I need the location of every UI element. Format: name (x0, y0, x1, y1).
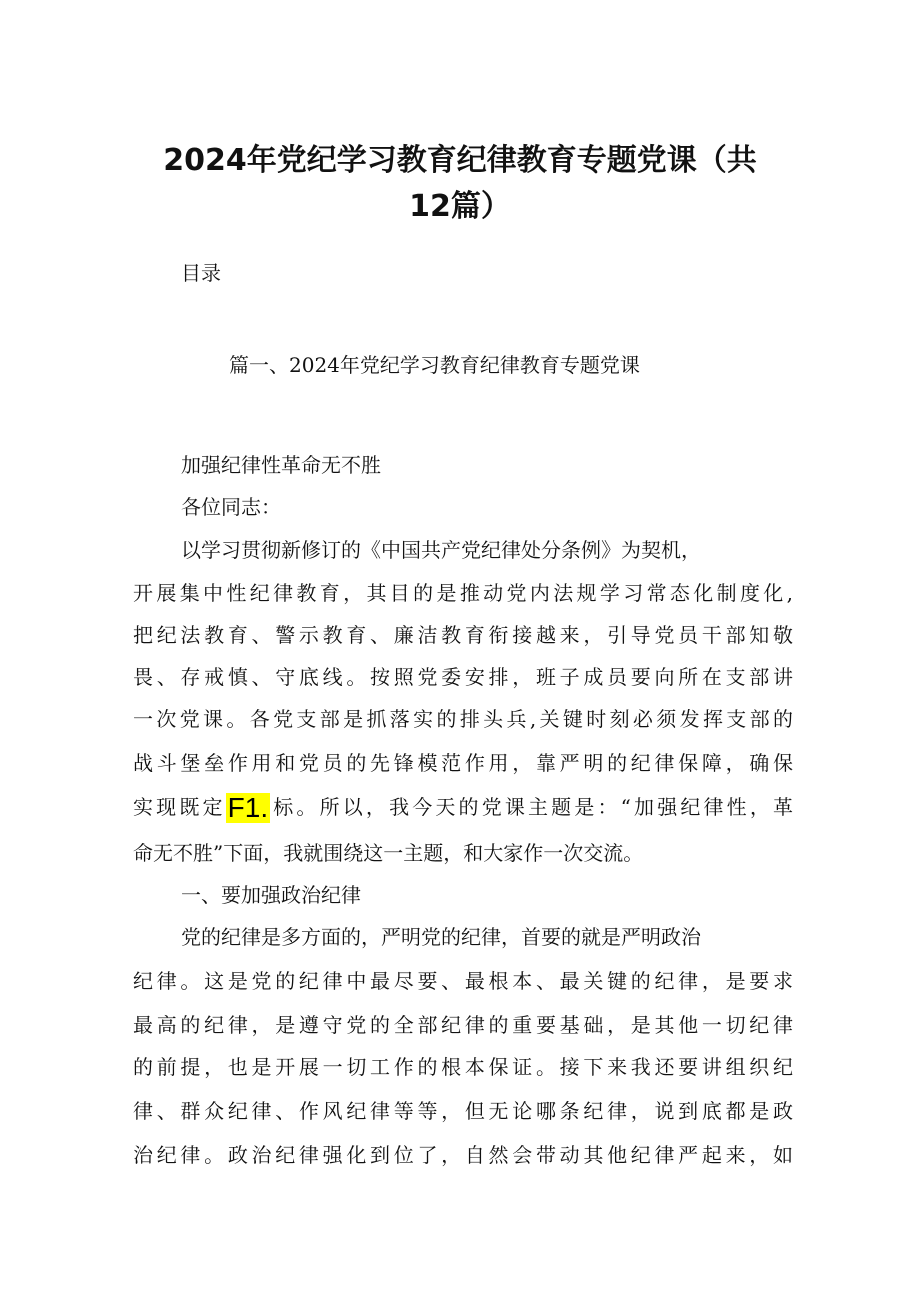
paragraph-1-line-4: 畏、存戒慎、守底线。按照党委安排，班子成员要向所在支部讲 (133, 665, 793, 689)
document-title-line2: 12篇） (409, 189, 511, 224)
line-7-text-after: 标。所以，我今天的党课主题是：“加强纪律性，革 (270, 795, 793, 819)
highlighted-marker: F1. (227, 792, 269, 823)
line-7-text-before: 实现既定 (133, 795, 226, 819)
document-title (130, 138, 790, 230)
paragraph-1-line-8: 命无不胜”下面，我就围绕这一主题，和大家作一次交流。 (133, 841, 644, 865)
paragraph-1-line-1: 以学习贯彻新修订的《中国共产党纪律处分条例》为契机， (181, 538, 701, 562)
paragraph-1-line-7 (133, 792, 793, 823)
paragraph-1-line-3: 把纪法教育、警示教育、廉洁教育衔接越来，引导党员干部知敬 (133, 623, 793, 647)
section-heading-1: 一、要加强政治纪律 (181, 883, 361, 907)
paragraph-2-line-3: 最高的纪律，是遵守党的全部纪律的重要基础，是其他一切纪律 (133, 1013, 793, 1037)
paragraph-2-line-4: 的前提，也是开展一切工作的根本保证。接下来我还要讲组织纪 (133, 1055, 793, 1079)
speech-subtitle: 加强纪律性革命无不胜 (181, 453, 381, 477)
paragraph-2-line-6: 治纪律。政治纪律强化到位了，自然会带动其他纪律严起来，如 (133, 1143, 793, 1167)
paragraph-1-line-6: 战斗堡垒作用和党员的先锋模范作用，靠严明的纪律保障，确保 (133, 751, 793, 775)
section-heading: 篇一、2024年党纪学习教育纪律教育专题党课 (229, 353, 640, 377)
greeting: 各位同志： (181, 495, 281, 519)
paragraph-1-line-2: 开展集中性纪律教育，其目的是推动党内法规学习常态化制度化, (133, 581, 793, 605)
toc-label: 目录 (181, 261, 221, 285)
paragraph-2-line-1: 党的纪律是多方面的，严明党的纪律，首要的就是严明政治 (181, 925, 701, 949)
document-title-line1: 2024年党纪学习教育纪律教育专题党课（共 (163, 143, 757, 178)
paragraph-1-line-5: 一次党课。各党支部是抓落实的排头兵,关键时刻必须发挥支部的 (133, 707, 793, 731)
paragraph-2-line-5: 律、群众纪律、作风纪律等等，但无论哪条纪律，说到底都是政 (133, 1099, 793, 1123)
paragraph-2-line-2: 纪律。这是党的纪律中最尽要、最根本、最关键的纪律，是要求 (133, 969, 793, 993)
